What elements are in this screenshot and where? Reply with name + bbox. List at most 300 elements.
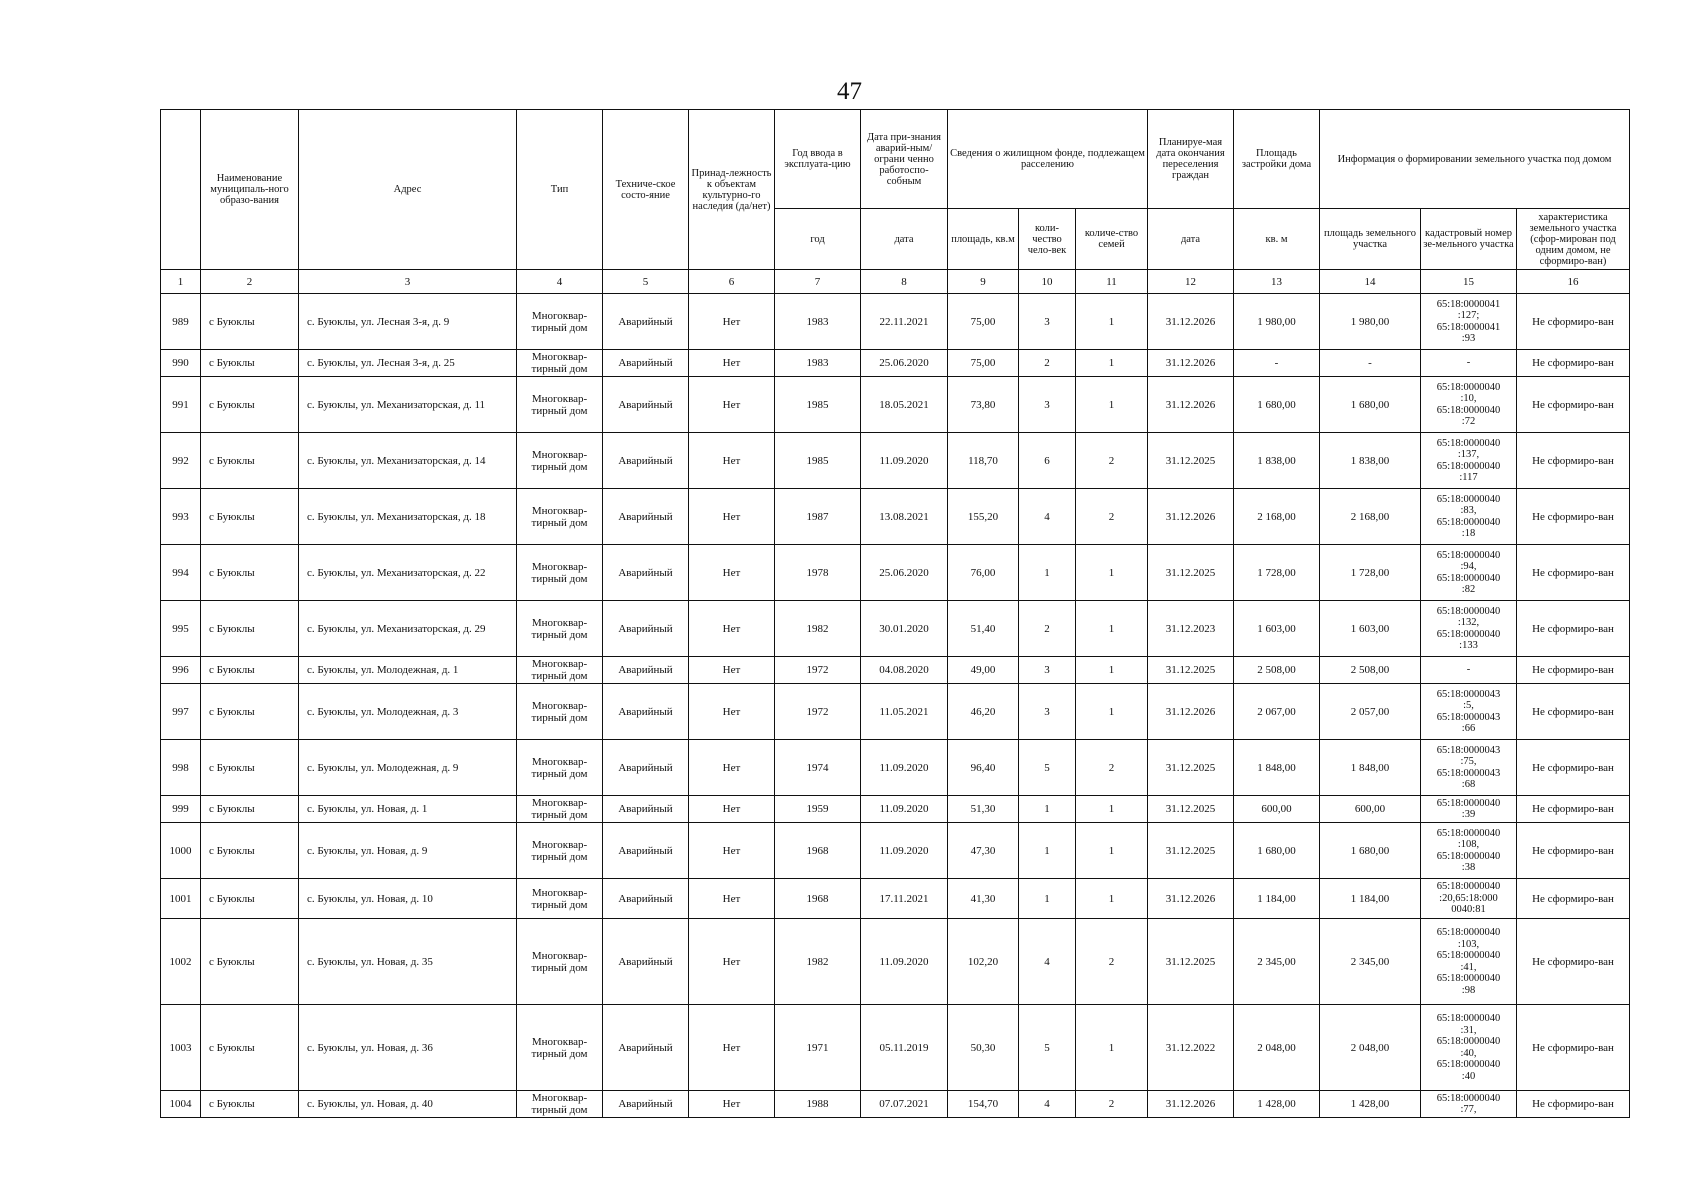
land-characteristic-cell: Не сформиро-ван	[1517, 545, 1630, 601]
living-area-cell: 75,00	[948, 350, 1019, 377]
emergency-date-cell: 11.09.2020	[861, 433, 948, 489]
people-count-cell: 3	[1019, 657, 1076, 684]
type-cell: Многоквар-тирный дом	[517, 601, 603, 657]
land-characteristic-cell: Не сформиро-ван	[1517, 796, 1630, 823]
municipality-cell: с Буюклы	[201, 684, 299, 740]
year-cell: 1972	[775, 684, 861, 740]
row-number-cell: 995	[161, 601, 201, 657]
table-row	[161, 796, 1630, 823]
land-characteristic-cell: Не сформиро-ван	[1517, 684, 1630, 740]
table-row	[161, 823, 1630, 879]
row-number-cell: 1004	[161, 1091, 201, 1118]
column-number: 10	[1019, 270, 1076, 294]
address-cell: с. Буюклы, ул. Новая, д. 1	[299, 796, 517, 823]
row-number-cell: 1001	[161, 879, 201, 919]
family-count-cell: 2	[1076, 740, 1148, 796]
type-cell: Многоквар-тирный дом	[517, 823, 603, 879]
cadastral-number-cell: 65:18:0000040 :10, 65:18:0000040 :72	[1421, 377, 1517, 433]
table-row	[161, 294, 1630, 350]
cadastral-number-cell: 65:18:0000040 :77,	[1421, 1091, 1517, 1118]
address-cell: с. Буюклы, ул. Механизаторская, д. 22	[299, 545, 517, 601]
municipality-cell: с Буюклы	[201, 601, 299, 657]
land-characteristic-cell: Не сформиро-ван	[1517, 823, 1630, 879]
emergency-date-cell: 11.09.2020	[861, 919, 948, 1005]
resettlement-date-cell: 31.12.2025	[1148, 919, 1234, 1005]
land-area-cell: 1 184,00	[1320, 879, 1421, 919]
table-row	[161, 879, 1630, 919]
year-cell: 1971	[775, 1005, 861, 1091]
technical-state-cell: Аварийный	[603, 919, 689, 1005]
land-area-cell: 1 838,00	[1320, 433, 1421, 489]
land-area-cell: 2 345,00	[1320, 919, 1421, 1005]
family-count-cell: 1	[1076, 545, 1148, 601]
living-area-cell: 154,70	[948, 1091, 1019, 1118]
row-number-cell: 1000	[161, 823, 201, 879]
emergency-date-cell: 13.08.2021	[861, 489, 948, 545]
family-count-cell: 1	[1076, 377, 1148, 433]
emergency-date-cell: 22.11.2021	[861, 294, 948, 350]
land-characteristic-cell: Не сформиро-ван	[1517, 601, 1630, 657]
cadastral-number-cell: 65:18:0000040 :31, 65:18:0000040 :40, 65:18:0000040 :40	[1421, 1005, 1517, 1091]
address-cell: с. Буюклы, ул. Новая, д. 35	[299, 919, 517, 1005]
people-count-cell: 3	[1019, 684, 1076, 740]
land-characteristic-cell: Не сформиро-ван	[1517, 350, 1630, 377]
land-area-cell: 1 980,00	[1320, 294, 1421, 350]
building-area-cell: 1 428,00	[1234, 1091, 1320, 1118]
technical-state-cell: Аварийный	[603, 1091, 689, 1118]
people-count-cell: 1	[1019, 879, 1076, 919]
year-cell: 1974	[775, 740, 861, 796]
header-cadastral-number: кадастровый номер зе-мельного участка	[1421, 209, 1517, 270]
header-technical-state: Техниче-ское состо-яние	[603, 110, 689, 270]
land-area-cell: -	[1320, 350, 1421, 377]
building-area-cell: 1 184,00	[1234, 879, 1320, 919]
land-characteristic-cell: Не сформиро-ван	[1517, 657, 1630, 684]
type-cell: Многоквар-тирный дом	[517, 879, 603, 919]
technical-state-cell: Аварийный	[603, 545, 689, 601]
type-cell: Многоквар-тирный дом	[517, 919, 603, 1005]
cadastral-number-cell: -	[1421, 350, 1517, 377]
building-area-cell: 1 728,00	[1234, 545, 1320, 601]
table-row	[161, 377, 1630, 433]
header-municipality: Наименование муниципаль-ного образо-вания	[201, 110, 299, 270]
heritage-cell: Нет	[689, 657, 775, 684]
people-count-cell: 2	[1019, 350, 1076, 377]
header-sub-area: площадь, кв.м	[948, 209, 1019, 270]
municipality-cell: с Буюклы	[201, 294, 299, 350]
header-address: Адрес	[299, 110, 517, 270]
type-cell: Многоквар-тирный дом	[517, 740, 603, 796]
land-characteristic-cell: Не сформиро-ван	[1517, 1005, 1630, 1091]
building-area-cell: -	[1234, 350, 1320, 377]
heritage-cell: Нет	[689, 350, 775, 377]
row-number-cell: 991	[161, 377, 201, 433]
header-land-area: площадь земельного участка	[1320, 209, 1421, 270]
header-emergency-date: Дата при-знания аварий-ным/ограни ченно работоспо-собным	[861, 110, 948, 209]
address-cell: с. Буюклы, ул. Новая, д. 10	[299, 879, 517, 919]
resettlement-date-cell: 31.12.2025	[1148, 433, 1234, 489]
heritage-cell: Нет	[689, 1005, 775, 1091]
table-body	[161, 294, 1630, 1118]
people-count-cell: 6	[1019, 433, 1076, 489]
living-area-cell: 51,40	[948, 601, 1019, 657]
municipality-cell: с Буюклы	[201, 657, 299, 684]
header-type: Тип	[517, 110, 603, 270]
building-area-cell: 2 168,00	[1234, 489, 1320, 545]
family-count-cell: 2	[1076, 1091, 1148, 1118]
living-area-cell: 96,40	[948, 740, 1019, 796]
technical-state-cell: Аварийный	[603, 433, 689, 489]
municipality-cell: с Буюклы	[201, 1005, 299, 1091]
column-number: 12	[1148, 270, 1234, 294]
emergency-date-cell: 11.09.2020	[861, 823, 948, 879]
year-cell: 1982	[775, 601, 861, 657]
people-count-cell: 4	[1019, 1091, 1076, 1118]
building-area-cell: 600,00	[1234, 796, 1320, 823]
family-count-cell: 2	[1076, 433, 1148, 489]
column-number: 2	[201, 270, 299, 294]
municipality-cell: с Буюклы	[201, 879, 299, 919]
year-cell: 1968	[775, 823, 861, 879]
type-cell: Многоквар-тирный дом	[517, 433, 603, 489]
table-row	[161, 433, 1630, 489]
heritage-cell: Нет	[689, 601, 775, 657]
year-cell: 1985	[775, 377, 861, 433]
column-number: 8	[861, 270, 948, 294]
header-sub-date: дата	[861, 209, 948, 270]
table-row	[161, 1005, 1630, 1091]
technical-state-cell: Аварийный	[603, 1005, 689, 1091]
resettlement-date-cell: 31.12.2026	[1148, 684, 1234, 740]
type-cell: Многоквар-тирный дом	[517, 1005, 603, 1091]
year-cell: 1983	[775, 294, 861, 350]
cadastral-number-cell: 65:18:0000040 :39	[1421, 796, 1517, 823]
cadastral-number-cell: 65:18:0000041 :127; 65:18:0000041 :93	[1421, 294, 1517, 350]
technical-state-cell: Аварийный	[603, 601, 689, 657]
living-area-cell: 102,20	[948, 919, 1019, 1005]
cadastral-number-cell: 65:18:0000043 :75, 65:18:0000043 :68	[1421, 740, 1517, 796]
header-land-group: Информация о формировании земельного участка под домом	[1320, 110, 1630, 209]
row-number-cell: 989	[161, 294, 201, 350]
living-area-cell: 49,00	[948, 657, 1019, 684]
column-number: 9	[948, 270, 1019, 294]
living-area-cell: 155,20	[948, 489, 1019, 545]
resettlement-date-cell: 31.12.2022	[1148, 1005, 1234, 1091]
technical-state-cell: Аварийный	[603, 879, 689, 919]
resettlement-date-cell: 31.12.2025	[1148, 740, 1234, 796]
family-count-cell: 1	[1076, 879, 1148, 919]
emergency-date-cell: 25.06.2020	[861, 350, 948, 377]
technical-state-cell: Аварийный	[603, 489, 689, 545]
address-cell: с. Буюклы, ул. Механизаторская, д. 14	[299, 433, 517, 489]
people-count-cell: 1	[1019, 823, 1076, 879]
living-area-cell: 47,30	[948, 823, 1019, 879]
cadastral-number-cell: -	[1421, 657, 1517, 684]
year-cell: 1972	[775, 657, 861, 684]
header-sub-year: год	[775, 209, 861, 270]
family-count-cell: 1	[1076, 796, 1148, 823]
row-number-cell: 994	[161, 545, 201, 601]
technical-state-cell: Аварийный	[603, 294, 689, 350]
resettlement-date-cell: 31.12.2025	[1148, 823, 1234, 879]
people-count-cell: 1	[1019, 545, 1076, 601]
land-area-cell: 1 680,00	[1320, 823, 1421, 879]
living-area-cell: 50,30	[948, 1005, 1019, 1091]
family-count-cell: 2	[1076, 489, 1148, 545]
land-area-cell: 1 728,00	[1320, 545, 1421, 601]
heritage-cell: Нет	[689, 377, 775, 433]
row-number-cell: 993	[161, 489, 201, 545]
column-number: 16	[1517, 270, 1630, 294]
address-cell: с. Буюклы, ул. Лесная 3-я, д. 25	[299, 350, 517, 377]
column-number: 6	[689, 270, 775, 294]
type-cell: Многоквар-тирный дом	[517, 377, 603, 433]
emergency-date-cell: 18.05.2021	[861, 377, 948, 433]
living-area-cell: 75,00	[948, 294, 1019, 350]
cadastral-number-cell: 65:18:0000040 :94, 65:18:0000040 :82	[1421, 545, 1517, 601]
header-commissioning-year: Год ввода в эксплуата-цию	[775, 110, 861, 209]
emergency-date-cell: 11.05.2021	[861, 684, 948, 740]
living-area-cell: 46,20	[948, 684, 1019, 740]
family-count-cell: 1	[1076, 657, 1148, 684]
living-area-cell: 51,30	[948, 796, 1019, 823]
technical-state-cell: Аварийный	[603, 377, 689, 433]
table-row	[161, 919, 1630, 1005]
row-number-cell: 999	[161, 796, 201, 823]
row-number-cell: 1002	[161, 919, 201, 1005]
type-cell: Многоквар-тирный дом	[517, 350, 603, 377]
technical-state-cell: Аварийный	[603, 350, 689, 377]
family-count-cell: 2	[1076, 919, 1148, 1005]
family-count-cell: 1	[1076, 294, 1148, 350]
type-cell: Многоквар-тирный дом	[517, 796, 603, 823]
people-count-cell: 5	[1019, 740, 1076, 796]
header-sub-families: количе-ство семей	[1076, 209, 1148, 270]
building-area-cell: 1 848,00	[1234, 740, 1320, 796]
people-count-cell: 2	[1019, 601, 1076, 657]
municipality-cell: с Буюклы	[201, 1091, 299, 1118]
column-number: 15	[1421, 270, 1517, 294]
cadastral-number-cell: 65:18:0000043 :5, 65:18:0000043 :66	[1421, 684, 1517, 740]
type-cell: Многоквар-тирный дом	[517, 1091, 603, 1118]
land-area-cell: 1 680,00	[1320, 377, 1421, 433]
people-count-cell: 1	[1019, 796, 1076, 823]
heritage-cell: Нет	[689, 740, 775, 796]
table-row	[161, 684, 1630, 740]
header-housing-group: Сведения о жилищном фонде, подлежащем расселению	[948, 110, 1148, 209]
technical-state-cell: Аварийный	[603, 684, 689, 740]
building-area-cell: 2 345,00	[1234, 919, 1320, 1005]
emergency-date-cell: 25.06.2020	[861, 545, 948, 601]
cadastral-number-cell: 65:18:0000040 :103, 65:18:0000040 :41, 65:18:0000040 :98	[1421, 919, 1517, 1005]
technical-state-cell: Аварийный	[603, 657, 689, 684]
land-area-cell: 600,00	[1320, 796, 1421, 823]
building-area-cell: 1 980,00	[1234, 294, 1320, 350]
resettlement-date-cell: 31.12.2025	[1148, 545, 1234, 601]
heritage-cell: Нет	[689, 1091, 775, 1118]
family-count-cell: 1	[1076, 350, 1148, 377]
cadastral-number-cell: 65:18:0000040 :108, 65:18:0000040 :38	[1421, 823, 1517, 879]
year-cell: 1983	[775, 350, 861, 377]
address-cell: с. Буюклы, ул. Механизаторская, д. 29	[299, 601, 517, 657]
emergency-date-cell: 11.09.2020	[861, 796, 948, 823]
heritage-cell: Нет	[689, 919, 775, 1005]
resettlement-date-cell: 31.12.2026	[1148, 377, 1234, 433]
family-count-cell: 1	[1076, 1005, 1148, 1091]
land-characteristic-cell: Не сформиро-ван	[1517, 919, 1630, 1005]
land-characteristic-cell: Не сформиро-ван	[1517, 433, 1630, 489]
header-heritage: Принад-лежность к объектам культурно-го наследия (да/нет)	[689, 110, 775, 270]
land-area-cell: 1 848,00	[1320, 740, 1421, 796]
building-area-cell: 2 048,00	[1234, 1005, 1320, 1091]
land-characteristic-cell: Не сформиро-ван	[1517, 377, 1630, 433]
header-sub-build-unit: кв. м	[1234, 209, 1320, 270]
technical-state-cell: Аварийный	[603, 796, 689, 823]
heritage-cell: Нет	[689, 796, 775, 823]
address-cell: с. Буюклы, ул. Механизаторская, д. 18	[299, 489, 517, 545]
emergency-date-cell: 04.08.2020	[861, 657, 948, 684]
cadastral-number-cell: 65:18:0000040 :20,65:18:000 0040:81	[1421, 879, 1517, 919]
table-row	[161, 740, 1630, 796]
emergency-date-cell: 11.09.2020	[861, 740, 948, 796]
heritage-cell: Нет	[689, 823, 775, 879]
type-cell: Многоквар-тирный дом	[517, 294, 603, 350]
column-number: 13	[1234, 270, 1320, 294]
year-cell: 1959	[775, 796, 861, 823]
resettlement-date-cell: 31.12.2026	[1148, 489, 1234, 545]
land-area-cell: 2 048,00	[1320, 1005, 1421, 1091]
people-count-cell: 5	[1019, 1005, 1076, 1091]
family-count-cell: 1	[1076, 823, 1148, 879]
emergency-date-cell: 05.11.2019	[861, 1005, 948, 1091]
municipality-cell: с Буюклы	[201, 919, 299, 1005]
table-row	[161, 545, 1630, 601]
header-row-number	[161, 110, 201, 270]
year-cell: 1978	[775, 545, 861, 601]
header-land-characteristic: характеристика земельного участка (сфор-мирован под одним домом, не сформиро-ван)	[1517, 209, 1630, 270]
column-number: 1	[161, 270, 201, 294]
municipality-cell: с Буюклы	[201, 545, 299, 601]
column-number: 5	[603, 270, 689, 294]
column-number: 4	[517, 270, 603, 294]
building-area-cell: 1 680,00	[1234, 823, 1320, 879]
heritage-cell: Нет	[689, 489, 775, 545]
building-area-cell: 1 603,00	[1234, 601, 1320, 657]
year-cell: 1987	[775, 489, 861, 545]
address-cell: с. Буюклы, ул. Молодежная, д. 9	[299, 740, 517, 796]
address-cell: с. Буюклы, ул. Молодежная, д. 1	[299, 657, 517, 684]
resettlement-date-cell: 31.12.2025	[1148, 796, 1234, 823]
resettlement-date-cell: 31.12.2026	[1148, 1091, 1234, 1118]
resettlement-date-cell: 31.12.2026	[1148, 294, 1234, 350]
land-characteristic-cell: Не сформиро-ван	[1517, 740, 1630, 796]
address-cell: с. Буюклы, ул. Новая, д. 36	[299, 1005, 517, 1091]
living-area-cell: 76,00	[948, 545, 1019, 601]
people-count-cell: 3	[1019, 294, 1076, 350]
header-sub-people: коли-чество чело-век	[1019, 209, 1076, 270]
municipality-cell: с Буюклы	[201, 377, 299, 433]
family-count-cell: 1	[1076, 684, 1148, 740]
header-sub-resettle-date: дата	[1148, 209, 1234, 270]
municipality-cell: с Буюклы	[201, 433, 299, 489]
people-count-cell: 4	[1019, 919, 1076, 1005]
emergency-date-cell: 30.01.2020	[861, 601, 948, 657]
address-cell: с. Буюклы, ул. Новая, д. 40	[299, 1091, 517, 1118]
address-cell: с. Буюклы, ул. Механизаторская, д. 11	[299, 377, 517, 433]
living-area-cell: 118,70	[948, 433, 1019, 489]
land-characteristic-cell: Не сформиро-ван	[1517, 489, 1630, 545]
family-count-cell: 1	[1076, 601, 1148, 657]
technical-state-cell: Аварийный	[603, 823, 689, 879]
municipality-cell: с Буюклы	[201, 740, 299, 796]
type-cell: Многоквар-тирный дом	[517, 545, 603, 601]
column-number: 3	[299, 270, 517, 294]
year-cell: 1985	[775, 433, 861, 489]
land-area-cell: 2 057,00	[1320, 684, 1421, 740]
type-cell: Многоквар-тирный дом	[517, 657, 603, 684]
row-number-cell: 997	[161, 684, 201, 740]
cadastral-number-cell: 65:18:0000040 :137, 65:18:0000040 :117	[1421, 433, 1517, 489]
land-area-cell: 1 603,00	[1320, 601, 1421, 657]
housing-register-table	[160, 109, 1630, 1118]
heritage-cell: Нет	[689, 294, 775, 350]
type-cell: Многоквар-тирный дом	[517, 684, 603, 740]
table-row	[161, 1091, 1630, 1118]
heritage-cell: Нет	[689, 545, 775, 601]
municipality-cell: с Буюклы	[201, 823, 299, 879]
heritage-cell: Нет	[689, 879, 775, 919]
resettlement-date-cell: 31.12.2023	[1148, 601, 1234, 657]
people-count-cell: 3	[1019, 377, 1076, 433]
living-area-cell: 41,30	[948, 879, 1019, 919]
heritage-cell: Нет	[689, 684, 775, 740]
column-number: 11	[1076, 270, 1148, 294]
year-cell: 1982	[775, 919, 861, 1005]
cadastral-number-cell: 65:18:0000040 :83, 65:18:0000040 :18	[1421, 489, 1517, 545]
row-number-cell: 998	[161, 740, 201, 796]
emergency-date-cell: 07.07.2021	[861, 1091, 948, 1118]
header-resettlement-date: Планируе-мая дата окончания переселения граждан	[1148, 110, 1234, 209]
building-area-cell: 2 067,00	[1234, 684, 1320, 740]
address-cell: с. Буюклы, ул. Новая, д. 9	[299, 823, 517, 879]
building-area-cell: 2 508,00	[1234, 657, 1320, 684]
year-cell: 1968	[775, 879, 861, 919]
land-area-cell: 2 168,00	[1320, 489, 1421, 545]
row-number-cell: 1003	[161, 1005, 201, 1091]
column-number-row	[161, 270, 1630, 294]
address-cell: с. Буюклы, ул. Лесная 3-я, д. 9	[299, 294, 517, 350]
column-number: 7	[775, 270, 861, 294]
building-area-cell: 1 838,00	[1234, 433, 1320, 489]
resettlement-date-cell: 31.12.2025	[1148, 657, 1234, 684]
row-number-cell: 990	[161, 350, 201, 377]
land-characteristic-cell: Не сформиро-ван	[1517, 879, 1630, 919]
living-area-cell: 73,80	[948, 377, 1019, 433]
table-row	[161, 657, 1630, 684]
resettlement-date-cell: 31.12.2026	[1148, 350, 1234, 377]
table-row	[161, 350, 1630, 377]
resettlement-date-cell: 31.12.2026	[1148, 879, 1234, 919]
table-row	[161, 489, 1630, 545]
heritage-cell: Нет	[689, 433, 775, 489]
type-cell: Многоквар-тирный дом	[517, 489, 603, 545]
land-area-cell: 2 508,00	[1320, 657, 1421, 684]
row-number-cell: 992	[161, 433, 201, 489]
municipality-cell: с Буюклы	[201, 350, 299, 377]
land-characteristic-cell: Не сформиро-ван	[1517, 294, 1630, 350]
header-building-area: Площадь застройки дома	[1234, 110, 1320, 209]
technical-state-cell: Аварийный	[603, 740, 689, 796]
